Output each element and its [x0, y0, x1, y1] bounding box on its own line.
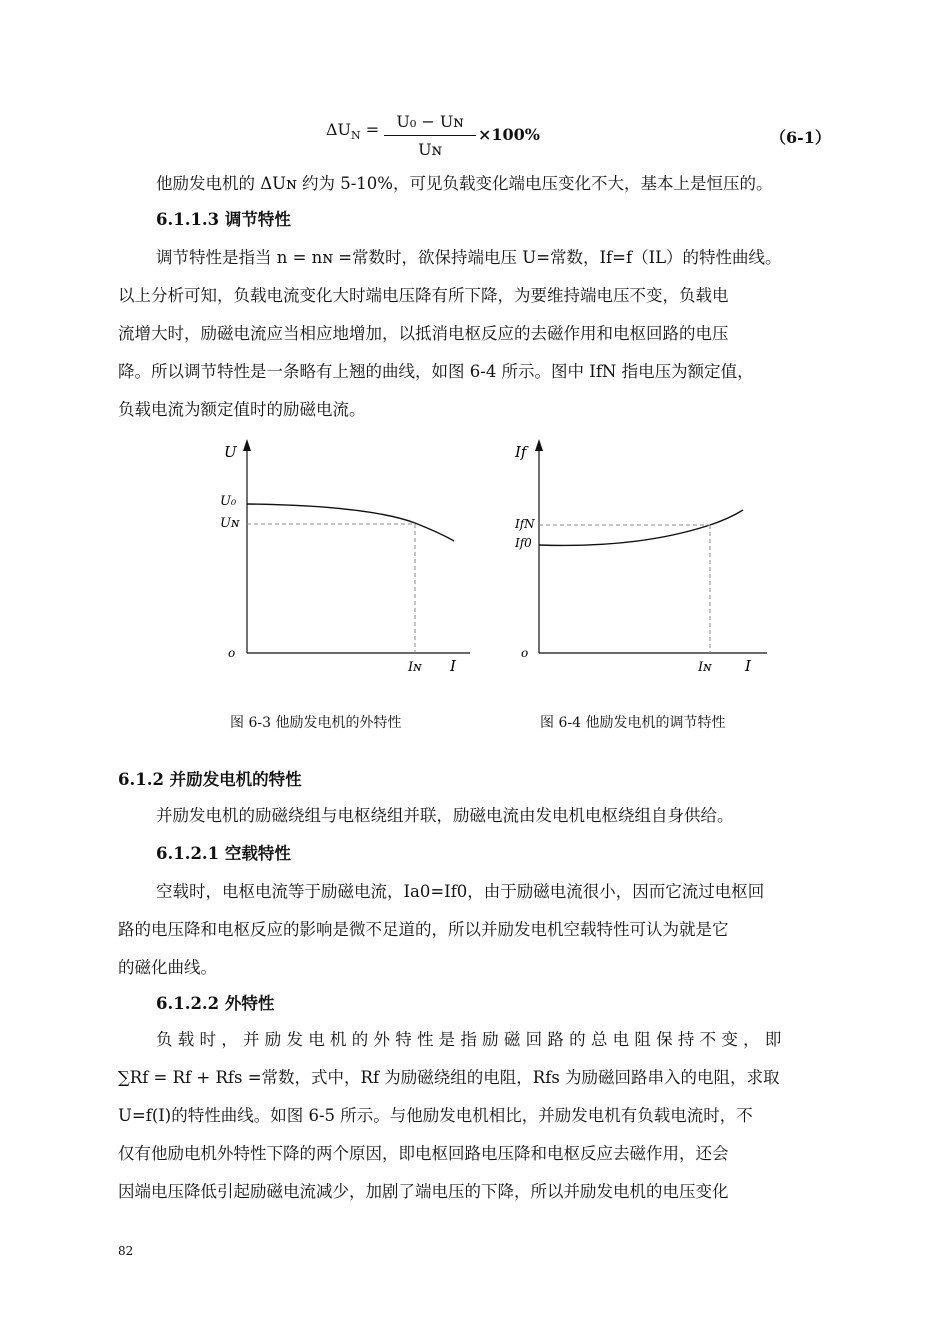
- paragraph-2-line-5: 负载电流为额定值时的励磁电流。: [118, 400, 366, 419]
- figure-6-4: [505, 435, 775, 680]
- fig3-origin: o: [228, 646, 236, 660]
- paragraph-2-line-2: 以上分析可知，负载电流变化大时端电压降有所下降，为要维持端电压不变，负载电: [118, 286, 729, 305]
- figure-6-3: [210, 435, 480, 680]
- paragraph-2-line-1: 调节特性是指当 n = nɴ =常数时，欲保持端电压 U=常数，If=f（IL）的特性曲线。: [156, 248, 782, 267]
- fig3-tick-u0: U₀: [220, 494, 237, 509]
- fig4-tick-in: Iɴ: [698, 660, 712, 675]
- paragraph-5-line-1: 负 载 时 ， 并 励 发 电 机 的 外 特 性 是 指 励 磁 回 路 的 总 电 阻 保 持 不 变 ， 即: [156, 1030, 782, 1049]
- fig4-y-axis-label: If: [515, 443, 527, 461]
- paragraph-4-line-1: 空载时，电枢电流等于励磁电流，Ia0=If0，由于励磁电流很小，因而它流过电枢回: [156, 882, 765, 901]
- paragraph-5-line-3: U=f(I)的特性曲线。如图 6-5 所示。与他励发电机相比，并励发电机有负载电流时，不: [118, 1106, 753, 1125]
- figure-6-3-caption: 图 6-3 他励发电机的外特性: [230, 715, 402, 731]
- paragraph-4-line-3: 的磁化曲线。: [118, 958, 217, 977]
- paragraph-2-line-3: 流增大时，励磁电流应当相应地增加，以抵消电枢反应的去磁作用和电枢回路的电压: [118, 324, 729, 343]
- paragraph-4-line-2: 路的电压降和电枢反应的影响是微不足道的，所以并励发电机空载特性可认为就是它: [118, 920, 729, 939]
- fig4-tick-if0: If0: [515, 536, 532, 550]
- paragraph-5-line-2: ∑Rf = Rf + Rfs =常数，式中，Rf 为励磁绕组的电阻，Rfs 为励磁回路串入的电阻，求取: [118, 1068, 780, 1087]
- equation-fraction-bar: [384, 135, 476, 136]
- equation-times-percent: ×100%: [478, 125, 541, 144]
- equation-number: （6-1）: [770, 128, 831, 147]
- fig3-tick-un: Uɴ: [220, 516, 240, 531]
- paragraph-1: 他励发电机的 ΔUɴ 约为 5-10%，可见负载变化端电压变化不大，基本上是恒压的。: [156, 174, 773, 193]
- equation-denominator: Uɴ: [418, 140, 442, 159]
- page-number: 82: [118, 1244, 134, 1258]
- paragraph-5-line-5: 因端电压降低引起励磁电流减少，加剧了端电压的下降，所以并励发电机的电压变化: [118, 1182, 729, 1201]
- paragraph-5-line-4: 仅有他励电机外特性下降的两个原因，即电枢回路电压降和电枢反应去磁作用，还会: [118, 1144, 729, 1163]
- paragraph-3: 并励发电机的励磁绕组与电枢绕组并联，励磁电流由发电机电枢绕组自身供给。: [156, 806, 734, 825]
- equation-numerator: U₀ − Uɴ: [396, 112, 464, 131]
- fig4-origin: o: [521, 646, 529, 660]
- paragraph-2-line-4: 降。所以调节特性是一条略有上翘的曲线，如图 6-4 所示。图中 IfN 指电压为额定值，: [118, 362, 754, 381]
- fig4-x-axis-label: I: [745, 657, 751, 675]
- heading-6-1-2-1: 6.1.2.1 空载特性: [156, 844, 291, 863]
- fig4-tick-ifn: IfN: [515, 517, 535, 531]
- equation-lhs: $\Delta U_N$ =: [326, 120, 380, 143]
- heading-6-1-2-2: 6.1.2.2 外特性: [156, 994, 275, 1013]
- fig3-x-axis-label: I: [450, 657, 456, 675]
- figure-6-4-caption: 图 6-4 他励发电机的调节特性: [540, 715, 726, 731]
- heading-6-1-2: 6.1.2 并励发电机的特性: [118, 770, 302, 789]
- heading-6-1-1-3: 6.1.1.3 调节特性: [156, 210, 291, 229]
- fig3-y-axis-label: U: [224, 443, 237, 461]
- fig3-tick-in: Iɴ: [408, 660, 422, 675]
